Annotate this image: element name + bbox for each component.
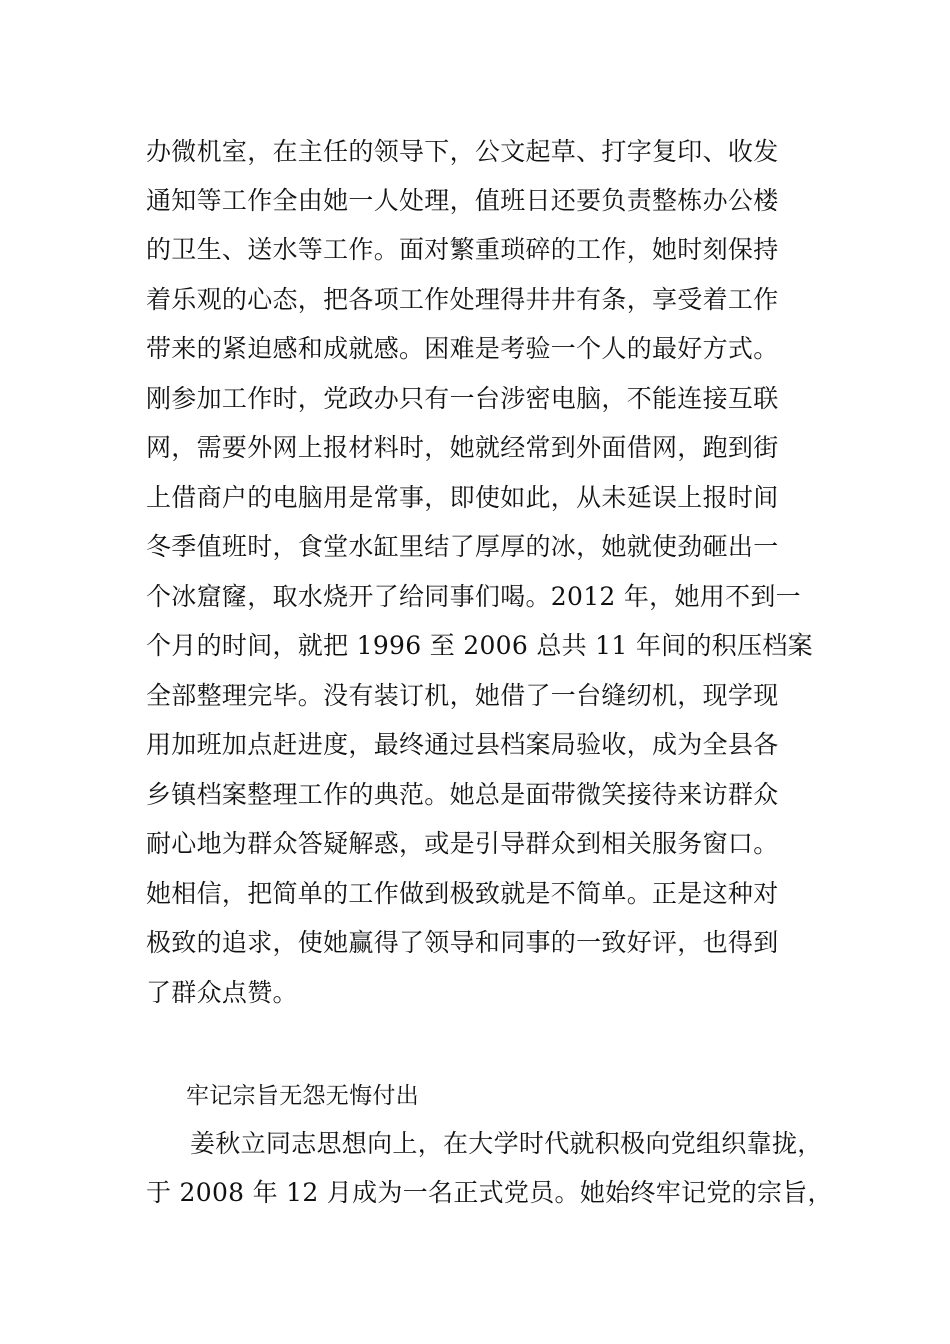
paragraph-line: 办微机室，在主任的领导下，公文起草、打字复印、收发 <box>146 137 779 166</box>
paragraph-line: 乡镇档案整理工作的典范。她总是面带微笑接待来访群众 <box>146 780 779 809</box>
paragraph-line: 极致的追求，使她赢得了领导和同事的一致好评，也得到 <box>146 928 779 957</box>
paragraph-line: 于 2008 年 12 月成为一名正式党员。她始终牢记党的宗旨， <box>146 1178 833 1207</box>
paragraph-line: 着乐观的心态，把各项工作处理得井井有条，享受着工作 <box>146 285 779 314</box>
paragraph-line: 耐心地为群众答疑解惑，或是引导群众到相关服务窗口。 <box>146 829 779 858</box>
paragraph-line: 的卫生、送水等工作。面对繁重琐碎的工作，她时刻保持 <box>146 235 779 264</box>
paragraph-line: 姜秋立同志思想向上，在大学时代就积极向党组织靠拢， <box>190 1129 823 1158</box>
paragraph-line: 个月的时间，就把 1996 至 2006 总共 11 年间的积压档案 <box>146 631 813 660</box>
section-heading: 牢记宗旨无怨无悔付出 <box>186 1083 419 1109</box>
paragraph-line: 了群众点赞。 <box>146 978 298 1007</box>
paragraph-line: 个冰窟窿，取水烧开了给同事们喝。2012 年，她用不到一 <box>146 582 801 611</box>
paragraph-line: 通知等工作全由她一人处理，值班日还要负责整栋办公楼 <box>146 186 779 215</box>
paragraph-line: 冬季值班时，食堂水缸里结了厚厚的冰，她就使劲砸出一 <box>146 532 779 561</box>
paragraph-line: 用加班加点赶进度，最终通过县档案局验收，成为全县各 <box>146 730 779 759</box>
paragraph-line: 网，需要外网上报材料时，她就经常到外面借网，跑到街 <box>146 433 779 462</box>
paragraph-line: 上借商户的电脑用是常事，即使如此，从未延误上报时间 <box>146 483 779 512</box>
paragraph-line: 带来的紧迫感和成就感。困难是考验一个人的最好方式。 <box>146 334 779 363</box>
paragraph-line: 全部整理完毕。没有装订机，她借了一台缝纫机，现学现 <box>146 681 779 710</box>
paragraph-line: 她相信，把简单的工作做到极致就是不简单。正是这种对 <box>146 879 779 908</box>
paragraph-line: 刚参加工作时，党政办只有一台涉密电脑，不能连接互联 <box>146 384 779 413</box>
